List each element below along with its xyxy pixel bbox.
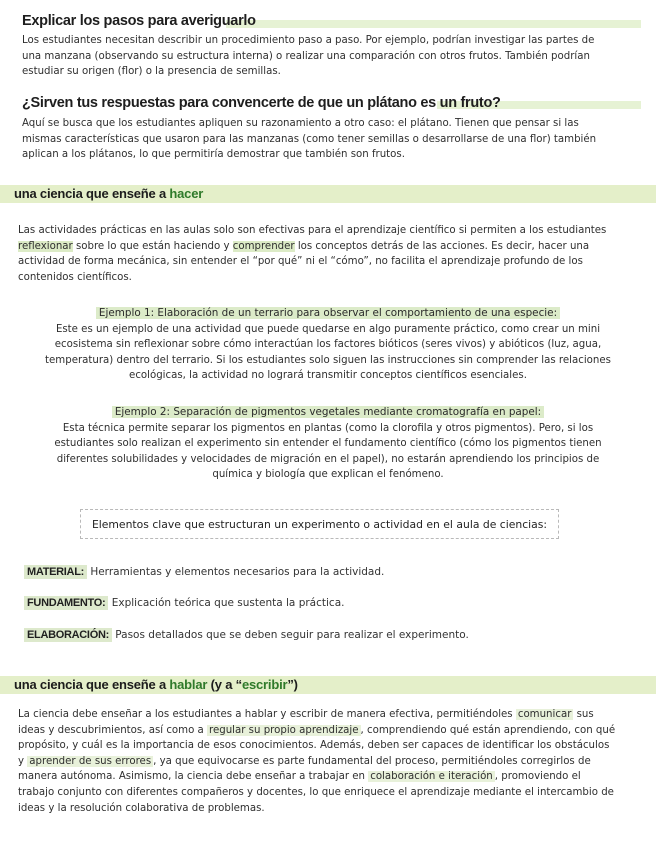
section-body-explicar: Los estudiantes necesitan describir un procedimiento paso a paso. Por ejemplo, podrían investigar las partes de una manzana (observando su estructura interna) o realizar una comparación con otros frutos. También podrían estudiar su origen (flor) o la presencia de semillas. (22, 35, 595, 78)
term-material (24, 566, 384, 578)
band-title (14, 677, 298, 692)
example-title: Ejemplo 1: Elaboración de un terrario para observar el comportamiento de una especie: (96, 307, 560, 319)
term-desc: Pasos detallados que se deben seguir para realizar el experimento. (115, 629, 469, 641)
key-elements-box (80, 509, 559, 539)
example-1 (38, 306, 618, 384)
band-title (14, 186, 203, 201)
text: La ciencia debe enseñar a los estudiantes a hablar y escribir de manera efectiva, permitiéndoles (18, 709, 516, 720)
band-suffix: (y a “ (207, 677, 242, 692)
highlight: comprender (232, 240, 295, 252)
term-desc: Herramientas y elementos necesarios para la actividad. (90, 566, 385, 578)
text: , comprendiendo qué están aprendiendo, con qué propósito, y cuál es la importancia de esos conocimientos. Además, deben ser capaces de identificar los obstáculos y (18, 724, 616, 767)
text: , promoviendo el trabajo conjunto con diferentes compañeros y docentes, lo que enriquece el aprendizaje mediante el intercambio de ideas y la resolución colaborativa de problemas. (18, 771, 614, 814)
highlight: aprender de sus errores (29, 755, 152, 767)
section-title-platano: ¿Sirven tus respuestas para convencerte de que un plátano es un fruto? (22, 95, 501, 111)
term-desc: Explicación teórica que sustenta la práctica. (111, 597, 345, 609)
text: sus ideas y descubrimientos, así como a (18, 709, 594, 736)
paragraph-hacer (18, 223, 618, 285)
example-body: Este es un ejemplo de una actividad que puede quedarse en algo puramente práctico, como crear un mini ecosistema sin reflexionar sobre cómo interactúan los factores bióticos (seres vivos) y abióticos (luz, agua, temperatura) dentro del terrario. Si los estudiantes solo siguen las instrucciones sin comprender las relaciones ecológicas, la actividad no logrará transmitir conceptos científicos esenciales. (45, 323, 611, 382)
section-band-hablar (0, 676, 656, 694)
term-elaboracion (24, 629, 469, 641)
band-accent: escribir (241, 677, 288, 692)
text: sobre lo que están haciendo y (72, 240, 233, 252)
highlight: colaboración e iteración (370, 771, 493, 783)
example-body: Esta técnica permite separar los pigmentos en plantas (como la clorofila y otros pigmentos). Pero, si los estudiantes solo realizan el experimento sin entender el fundamento científico (cómo los pigmentos tienen diferentes solubilidades y velocidades de migración en el papel), no estarán aprendiendo los principios de química y biología que explican el fenómeno. (54, 422, 602, 481)
band-accent: hablar (169, 677, 208, 692)
term-fundamento (24, 597, 344, 609)
band-prefix: una ciencia que enseñe a (14, 677, 170, 692)
key-elements-text: Elementos clave que estructuran un experimento o actividad en el aula de ciencias: (91, 517, 548, 531)
section-band-hacer (0, 185, 656, 203)
band-suffix: ”) (287, 677, 298, 692)
highlight: comunicar (517, 709, 572, 720)
term-label: FUNDAMENTO: (24, 596, 108, 610)
section-title-explicar: Explicar los pasos para averiguarlo (22, 13, 256, 29)
text: Las actividades prácticas en las aulas solo son efectivas para el aprendizaje científico si permiten a los estudiantes (18, 225, 607, 236)
title-underline (226, 20, 641, 28)
term-label: MATERIAL: (24, 565, 87, 579)
band-accent: hacer (169, 186, 204, 201)
band-prefix: una ciencia que enseñe a (14, 186, 170, 201)
highlight: reflexionar (18, 240, 73, 252)
paragraph-hablar (18, 707, 618, 816)
example-2 (38, 405, 618, 483)
text: los conceptos detrás de las acciones. Es decir, hacer una actividad de forma mecánica, sin entender el “por qué” ni el “cómo”, no facilita el aprendizaje profundo de los contenidos científicos. (18, 240, 590, 283)
highlight: regular su propio aprendizaje (209, 724, 359, 736)
text: , ya que equivocarse es parte fundamental del proceso, permitiéndoles corregirlos de manera autónoma. Asimismo, la ciencia debe enseñar a trabajar en (18, 755, 591, 783)
term-label: ELABORACIÓN: (24, 628, 112, 642)
section-body-platano: Aquí se busca que los estudiantes apliquen su razonamiento a otro caso: el plátano. Tienen que pensar si las mismas características que usaron para las manzanas (como tener semillas o desarrollarse de una flor) también aplican a los plátanos, lo que permitiría demostrar que también son frutos. (22, 118, 597, 161)
example-title: Ejemplo 2: Separación de pigmentos vegetales mediante cromatografía en papel: (112, 406, 544, 418)
